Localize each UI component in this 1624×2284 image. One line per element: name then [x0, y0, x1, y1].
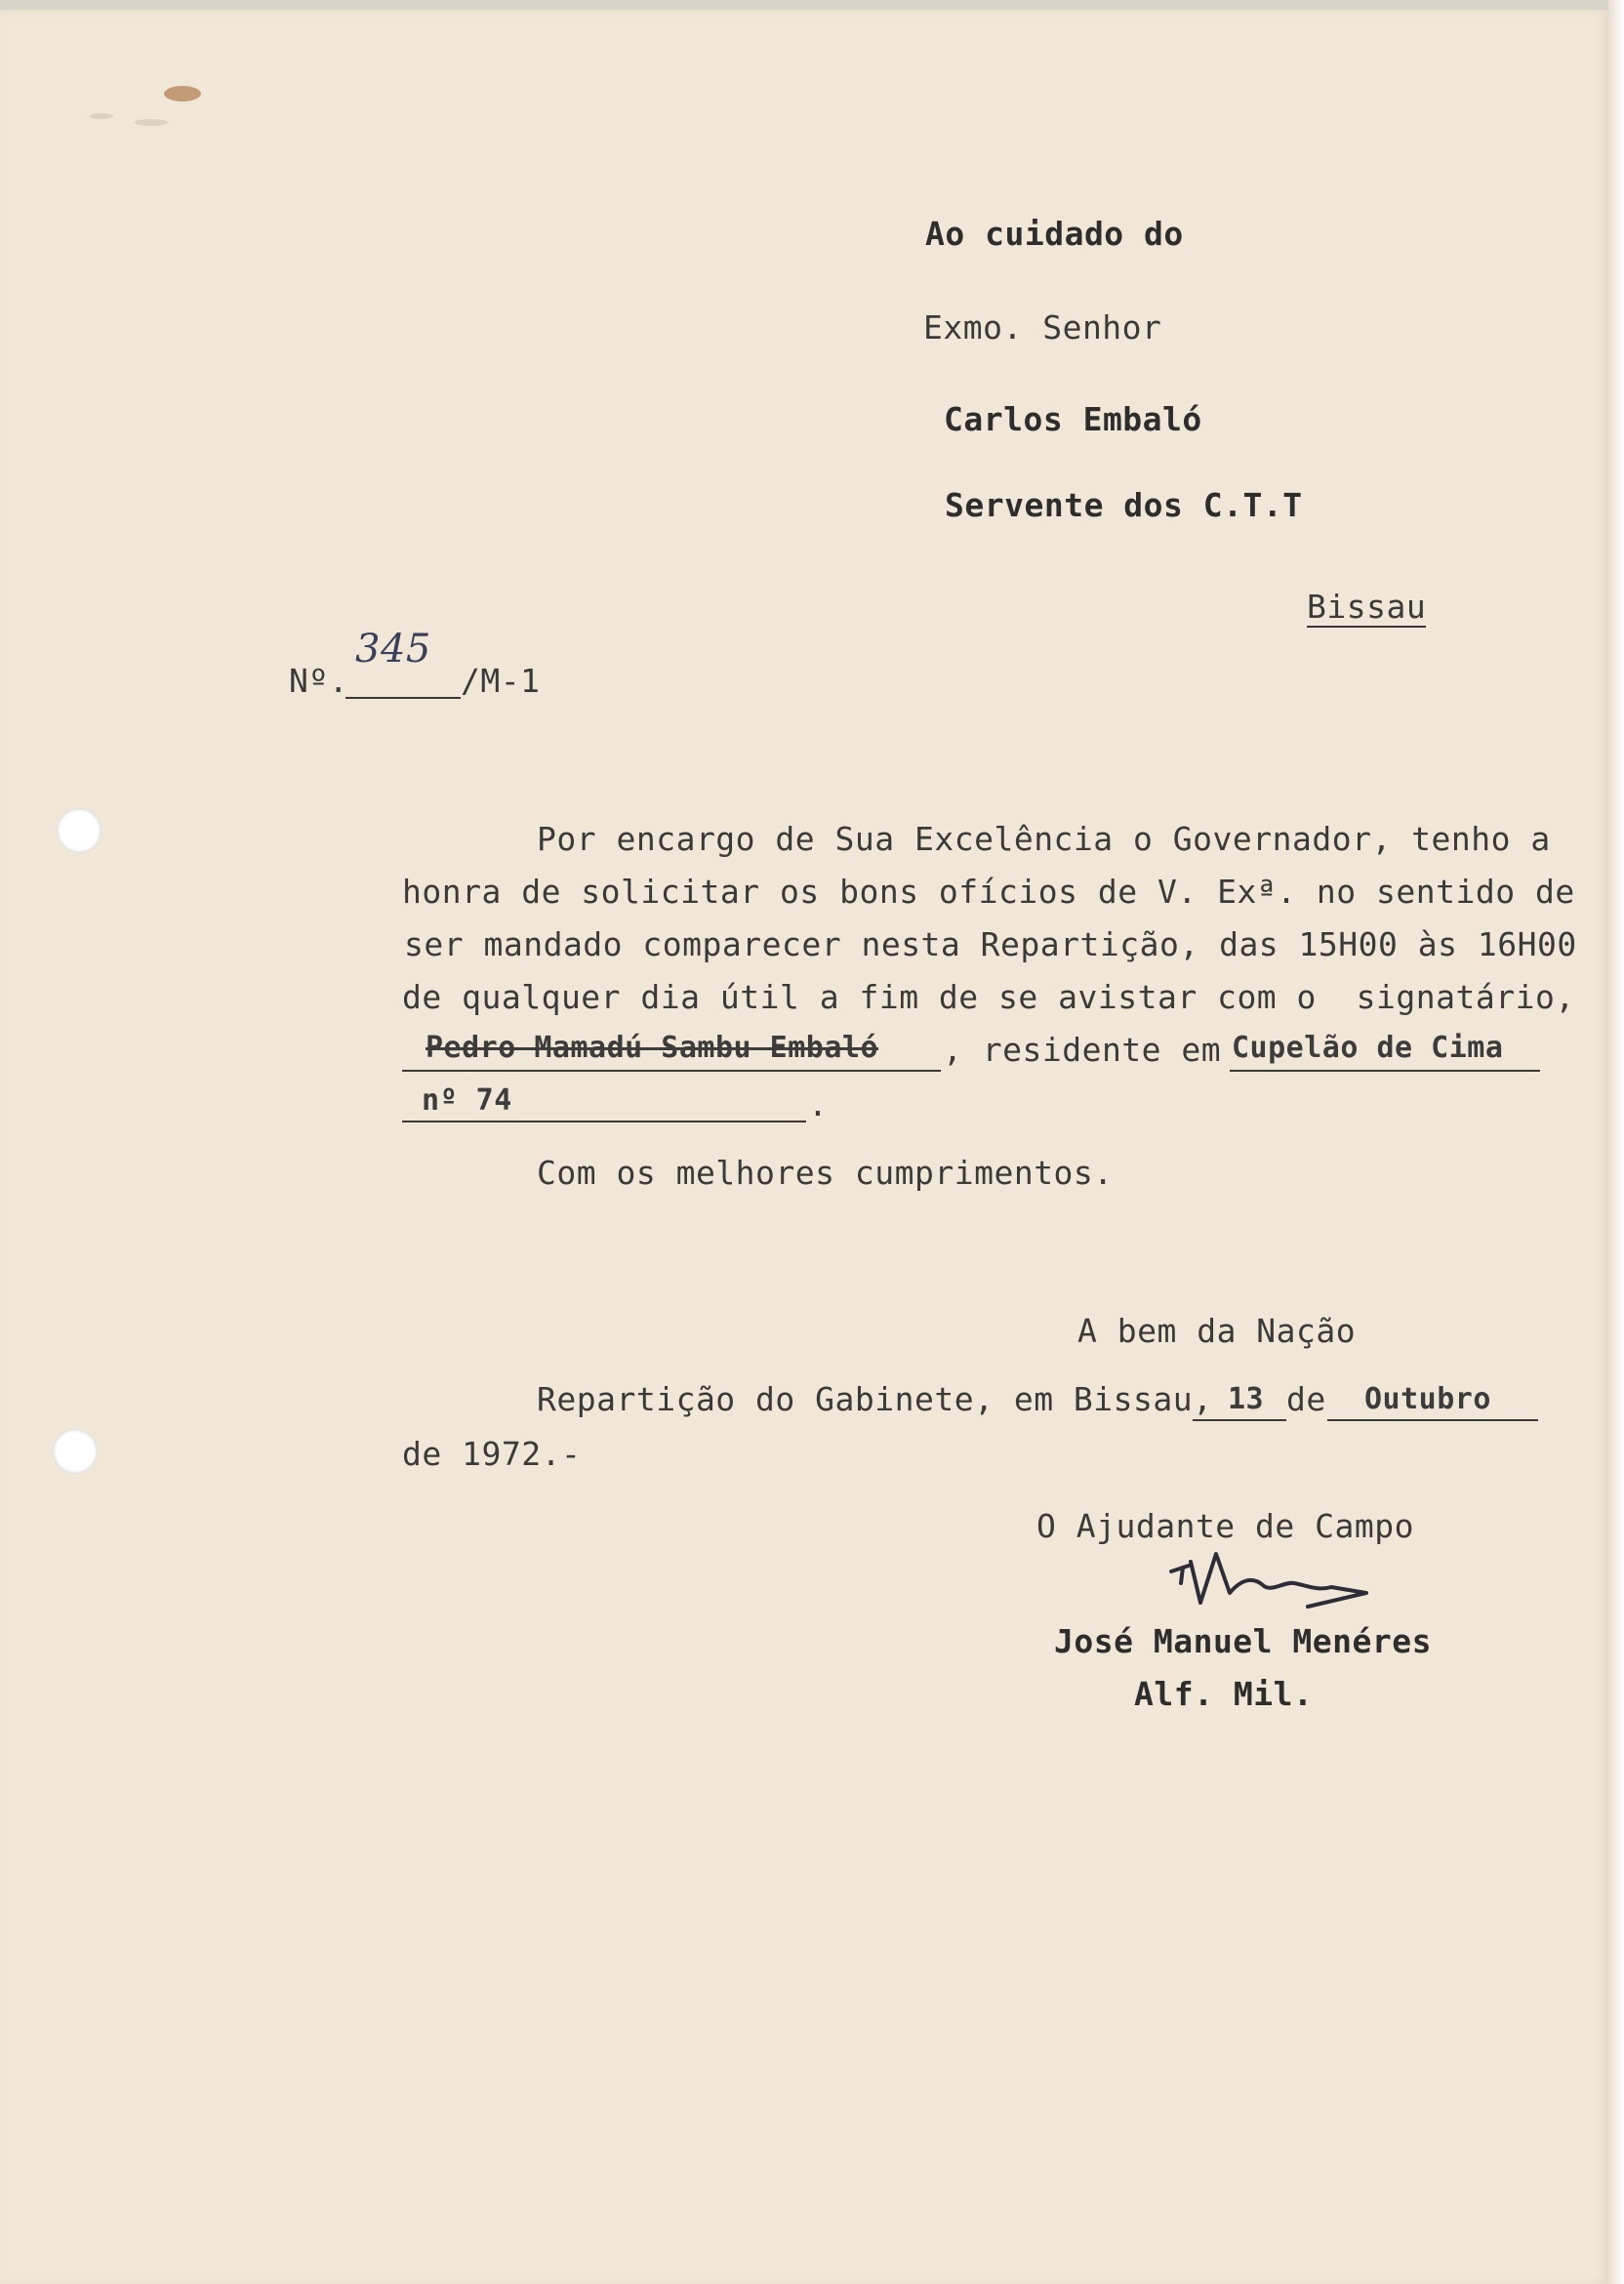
address-fill-line-2 [402, 1121, 806, 1122]
signer-rank: Alf. Mil. [1134, 1675, 1314, 1713]
date-month-fill-line [1327, 1419, 1538, 1421]
handwritten-signature [1161, 1542, 1376, 1630]
body-line-4: de qualquer dia útil a fim de se avistar com o signatário, [402, 978, 1575, 1016]
reference-suffix: /M-1 [461, 662, 541, 700]
reference-prefix: Nº. [289, 662, 349, 700]
reference-fill-line [345, 697, 461, 699]
addressee-role: Servente dos C.T.T [945, 486, 1303, 524]
address-line-2: nº 74 [422, 1083, 512, 1118]
address-fill-line-1 [1230, 1070, 1540, 1072]
motto: A bem da Nação [1077, 1312, 1357, 1350]
addressee-line-2: Exmo. Senhor [923, 308, 1162, 347]
body-line-1: Por encargo de Sua Excelência o Governador, tenho a [537, 820, 1551, 858]
date-day: 13 [1228, 1382, 1265, 1416]
person-name: Pedro Mamadú Sambu Embaló [426, 1031, 879, 1065]
paper-stain-small [90, 113, 113, 119]
address-line-1: Cupelão de Cima [1232, 1031, 1504, 1065]
body-line-3: ser mandado comparecer nesta Repartição, das 15H00 às 16H00 [404, 925, 1577, 963]
signer-title: O Ajudante de Campo [1036, 1507, 1414, 1545]
punch-hole-bottom [53, 1429, 98, 1474]
reference-number-handwritten: 345 [355, 627, 431, 672]
addressee-city: Bissau [1307, 588, 1427, 626]
date-place-prefix: Repartição do Gabinete, em Bissau, [537, 1380, 1213, 1418]
paper-stain [164, 86, 201, 102]
person-fill-line [402, 1070, 941, 1072]
greeting: Com os melhores cumprimentos. [537, 1154, 1114, 1192]
signer-name: José Manuel Menéres [1054, 1622, 1432, 1660]
date-de: de [1286, 1380, 1326, 1418]
addressee-line-1: Ao cuidado do [925, 215, 1184, 253]
date-day-fill-line [1193, 1419, 1286, 1421]
punch-hole-top [57, 808, 102, 853]
residente-text: , residente em [943, 1031, 1222, 1069]
letter-page [0, 10, 1608, 2284]
body-line-2: honra de solicitar os bons ofícios de V. Exª. no sentido de [402, 873, 1575, 911]
date-year: de 1972.- [402, 1435, 582, 1473]
paper-stain-small [135, 119, 168, 126]
date-month: Outubro [1364, 1382, 1491, 1416]
address-end-dot: . [808, 1085, 829, 1123]
addressee-name: Carlos Embaló [944, 400, 1202, 438]
page-edge [1608, 0, 1624, 2284]
